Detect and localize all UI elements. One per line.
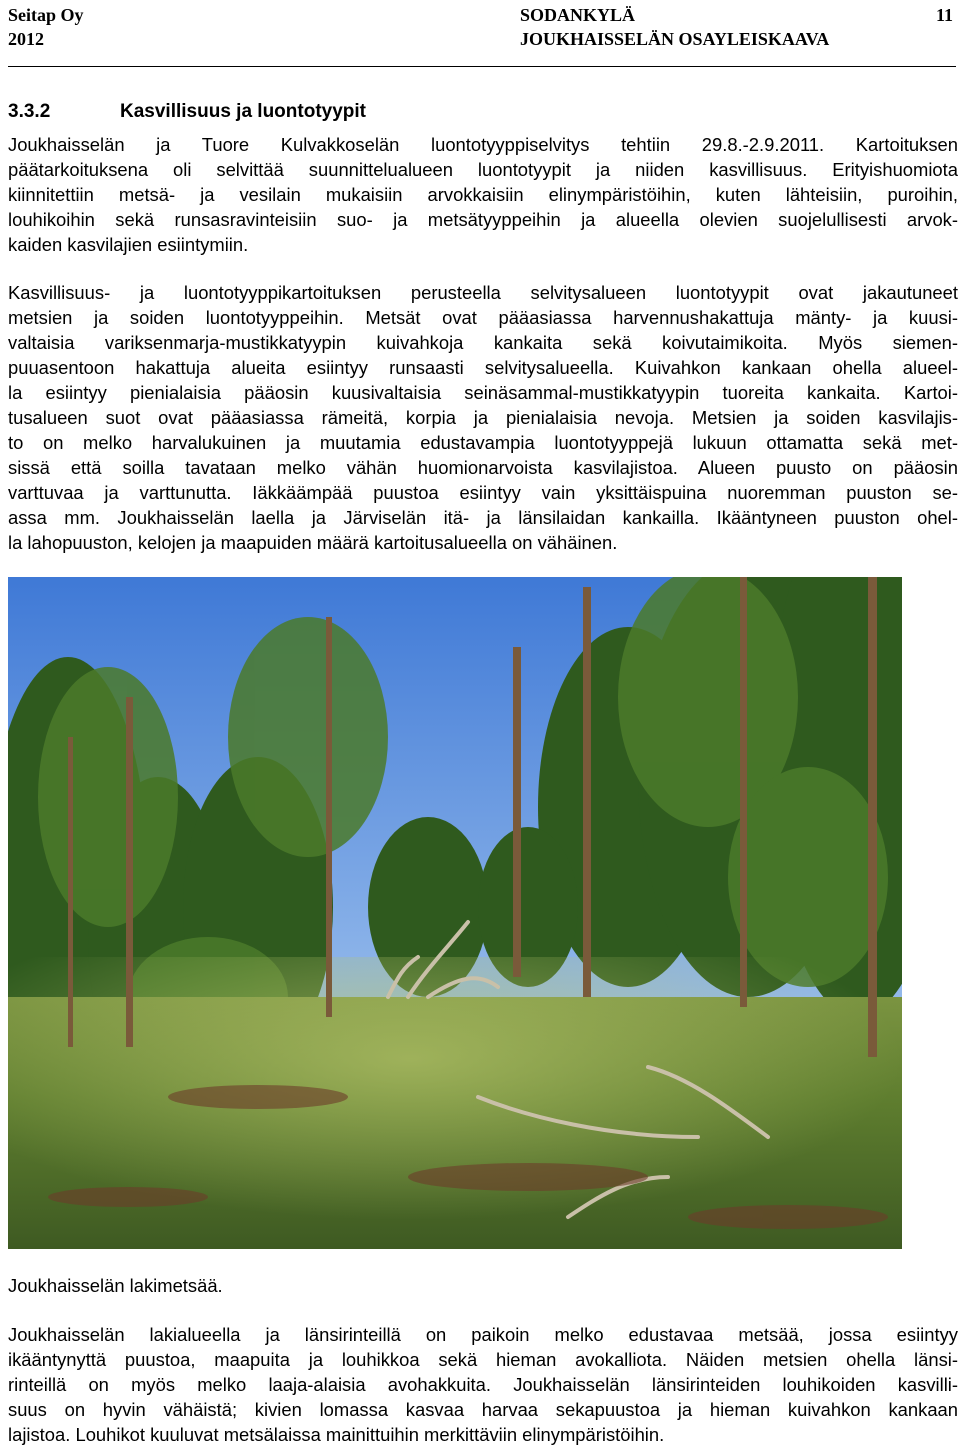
paragraph-3 — [8, 1322, 958, 1447]
municipality-name: SODANKYLÄ — [520, 5, 636, 25]
plan-name: JOUKHAISSELÄN OSAYLEISKAAVA — [520, 29, 830, 49]
text-line: puuasentoon hakattuja alueita esiintyy runsaasti selvitysalueella. Kuivahkon kankaan ohella alueel- — [8, 357, 958, 378]
text-line: Joukhaisselän lakialueella ja länsirinteillä on paikoin melko edustavaa metsää, jossa esiintyy — [8, 1324, 958, 1345]
page-number: 11 — [936, 5, 954, 25]
text-line: assa mm. Joukhaisselän laella ja Järviselän itä- ja länsilaidan kankailla. Ikääntyneen puuston ohel- — [8, 507, 958, 528]
header-center — [520, 3, 829, 51]
document-year: 2012 — [8, 29, 44, 49]
section-heading — [8, 100, 366, 124]
header-left — [8, 3, 84, 51]
section-title: Kasvillisuus ja luontotyypit — [120, 101, 366, 122]
text-line: metsien ja soiden luontotyyppeihin. Metsät ovat pääasiassa harvennushakattuja mänty- ja kuusi- — [8, 307, 958, 328]
header-rule — [8, 66, 956, 67]
text-line: päätarkoituksena oli selvittää suunnittelualueen luontotyypit ja niiden kasvillisuus. Erityishuomiota — [8, 159, 958, 180]
text-line: la lahopuuston, kelojen ja maapuiden määrä kartoitusalueella on vähäinen. — [8, 532, 618, 553]
paragraph-1 — [8, 132, 958, 257]
text-line: lajistoa. Louhikot kuuluvat metsälaissa mainittuihin merkittäviin elinympäristöihin. — [8, 1424, 665, 1445]
paragraph-2 — [8, 280, 958, 555]
text-line: suus on hyvin vähäistä; kivien lomassa kasvaa harvaa sekapuustoa ja hieman kuivahkon kankaan — [8, 1399, 958, 1420]
text-line: louhikoihin sekä runsasravinteisiin suo- ja metsätyyppeihin ja alueella olevien suojelullisesti arvok- — [8, 209, 958, 230]
text-line: kaiden kasvilajien esiintymiin. — [8, 234, 249, 255]
text-line: Kasvillisuus- ja luontotyyppikartoituksen perusteella selvitysalueen luontotyypit ovat jakautuneet — [8, 282, 958, 303]
text-line: to on melko harvalukuinen ja muutamia edustavampia luontotyyppejä lukuun ottamatta sekä met- — [8, 432, 958, 453]
text-line: valtaisia variksenmarja-mustikkatyypin kuivahkoja kankaita sekä koivutaimikoita. Myös siemen- — [8, 332, 958, 353]
page-header — [0, 0, 960, 68]
forest-photo — [8, 577, 902, 1249]
text-line: Joukhaisselän ja Tuore Kulvakkoselän luontotyyppiselvitys tehtiin 29.8.-2.9.2011. Kartoituksen — [8, 134, 958, 155]
text-line: kiinnitettiin metsä- ja vesilain mukaisiin arvokkaisiin elinympäristöihin, kuten lähteisiin, puroihin, — [8, 184, 958, 205]
text-line: la esiintyy pienialaisia pääosin kuusivaltaisia seinäsammal-mustikkatyypin tuoreita kankaita. Kartoi- — [8, 382, 958, 403]
company-name: Seitap Oy — [8, 5, 84, 25]
text-line: tusalueen suot ovat pääasiassa rämeitä, korpia ja pienialaisia nevoja. Metsien ja soiden kasvilajis- — [8, 407, 958, 428]
section-number: 3.3.2 — [8, 101, 51, 122]
text-line: rinteillä on myös melko laaja-alaisia avohakkuita. Joukhaisselän länsirinteiden louhikoiden kasvilli- — [8, 1374, 958, 1395]
figure-caption: Joukhaisselän lakimetsää. — [8, 1275, 223, 1296]
text-line: sissä että soilla tavataan melko vähän huomionarvoista kasvilajistoa. Alueen puusto on pääosin — [8, 457, 958, 478]
text-line: ikääntynyttä puustoa, maapuita ja louhikkoa sekä hieman avokalliota. Näiden metsien ohella länsi- — [8, 1349, 958, 1370]
text-line: varttuvaa ja varttunutta. Iäkkäämpää puustoa esiintyy vain yksittäispuina nuoremman puuston se- — [8, 482, 958, 503]
